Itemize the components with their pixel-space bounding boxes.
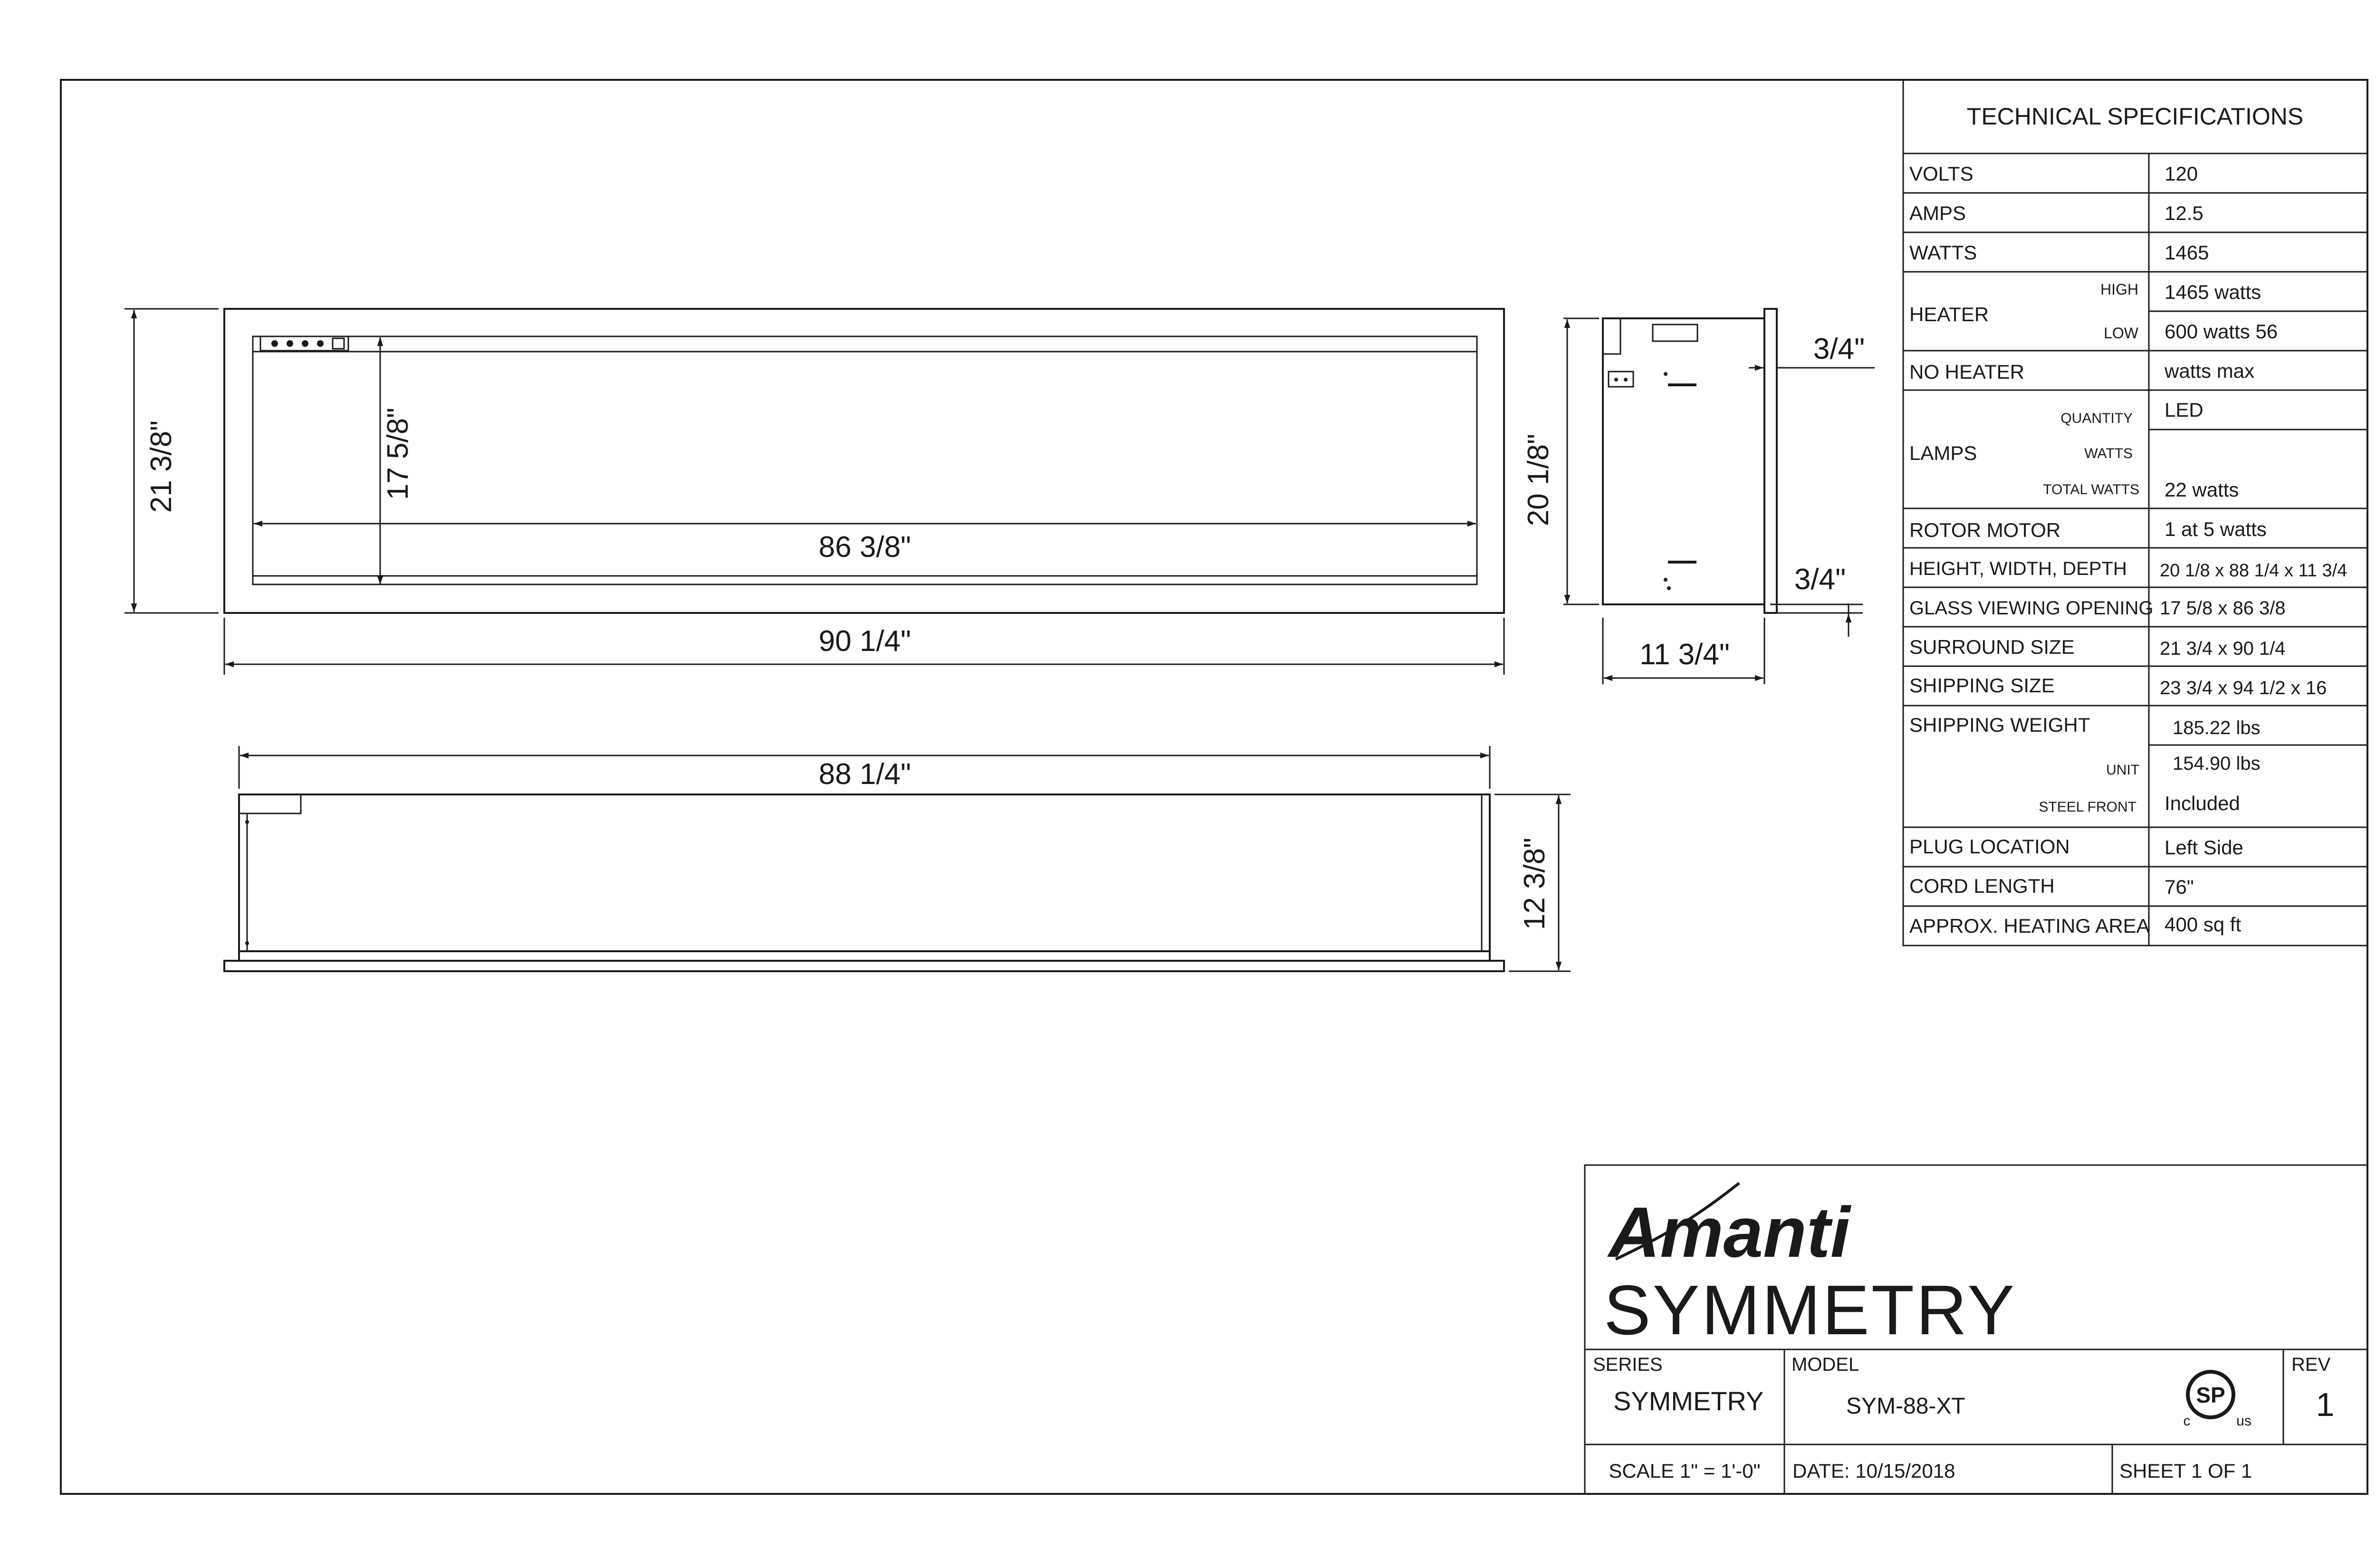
dim-glass-width: 86 3/8" [818, 531, 911, 564]
spec-value-watts: 1465 [2165, 241, 2209, 264]
rev-value: 1 [2316, 1386, 2335, 1423]
spec-label-area: APPROX. HEATING AREA [1909, 915, 2150, 937]
spec-value-heater-low: 600 watts 56 [2165, 320, 2278, 343]
control-button-icon [287, 340, 293, 347]
front-dimensions [125, 309, 1504, 675]
dim-flange-top: 3/4" [1813, 333, 1865, 365]
control-switch-icon [333, 338, 344, 349]
date-note: DATE: 10/15/2018 [1792, 1460, 1955, 1482]
spec-label-surround: SURROUND SIZE [1909, 636, 2075, 658]
spec-label-glass: GLASS VIEWING OPENING [1909, 598, 2154, 619]
spec-label-lamps: LAMPS [1909, 442, 1977, 464]
top-control-box [239, 794, 301, 813]
spec-sublabel-quantity: QUANTITY [2060, 411, 2133, 426]
spec-label-no-heater: NO HEATER [1909, 361, 2024, 383]
model-value: SYM-88-XT [1846, 1394, 1965, 1419]
control-button-icon [302, 340, 308, 347]
front-surround [224, 309, 1504, 613]
cert-us: us [2236, 1413, 2251, 1429]
rev-label: REV [2291, 1354, 2331, 1375]
spec-value-amps: 12.5 [2165, 202, 2204, 224]
spec-sublabel-unit: UNIT [2106, 762, 2139, 778]
spec-label-ship-size: SHIPPING SIZE [1909, 674, 2055, 697]
spec-value-no-heater: watts max [2165, 360, 2255, 382]
dim-side-depth: 11 3/4" [1639, 638, 1730, 671]
spec-label-watts: WATTS [1909, 241, 1977, 264]
spec-sublabel-steel-front: STEEL FRONT [2039, 799, 2136, 815]
spec-table [1903, 80, 2367, 946]
top-view [224, 794, 1504, 971]
side-top-box [1603, 318, 1620, 354]
dim-front-height: 21 3/8" [145, 420, 178, 513]
spec-title: TECHNICAL SPECIFICATIONS [1966, 103, 2304, 130]
spec-value-surround: 21 3/4 x 90 1/4 [2160, 638, 2286, 659]
side-flange [1764, 309, 1777, 613]
top-body [239, 794, 1490, 951]
dim-side-height: 20 1/8" [1522, 433, 1555, 526]
spec-sublabel-lamp-watts: WATTS [2084, 446, 2133, 461]
spec-value-quantity: LED [2165, 399, 2204, 421]
spec-label-amps: AMPS [1909, 202, 1966, 224]
sheet-note: SHEET 1 OF 1 [2119, 1460, 2252, 1482]
scale-note: SCALE 1" = 1'-0" [1609, 1460, 1761, 1482]
spec-sublabel-heater-low: LOW [2104, 325, 2138, 342]
spec-label-cord: CORD LENGTH [1909, 875, 2055, 897]
csa-cert-icon [2184, 1372, 2251, 1429]
side-view [1603, 309, 1777, 613]
spec-label-ship-weight: SHIPPING WEIGHT [1909, 714, 2090, 736]
side-vent [1653, 325, 1697, 341]
spec-value-cord: 76" [2165, 876, 2194, 898]
spec-value-volts: 120 [2165, 163, 2198, 185]
dim-top-depth: 12 3/8" [1518, 837, 1551, 930]
dim-glass-height: 17 5/8" [382, 407, 414, 500]
side-outlet-icon [1609, 372, 1633, 387]
spec-sublabel-total-watts: TOTAL WATTS [2043, 482, 2139, 497]
spec-label-plug: PLUG LOCATION [1909, 835, 2070, 858]
spec-value-ship-weight: 185.22 lbs [2173, 717, 2261, 738]
spec-value-total-watts: 22 watts [2165, 478, 2239, 501]
dim-top-width: 88 1/4" [818, 758, 911, 791]
spec-label-volts: VOLTS [1909, 163, 1974, 185]
spec-label-hwd: HEIGHT, WIDTH, DEPTH [1909, 558, 2127, 579]
side-dimensions [1563, 318, 1875, 684]
spec-value-rotor: 1 at 5 watts [2165, 518, 2267, 540]
cert-mark: SP [2196, 1383, 2225, 1407]
spec-value-plug: Left Side [2165, 836, 2243, 859]
series-value: SYMMETRY [1613, 1386, 1764, 1416]
spec-value-steel-front: Included [2165, 792, 2240, 814]
spec-label-rotor: ROTOR MOTOR [1909, 519, 2061, 541]
title-block [1585, 1165, 2367, 1494]
top-front-plate [224, 961, 1504, 971]
front-view [224, 309, 1504, 613]
model-label: MODEL [1792, 1354, 1859, 1375]
spec-value-glass: 17 5/8 x 86 3/8 [2160, 598, 2286, 619]
dim-front-width: 90 1/4" [818, 625, 911, 658]
sheet-border [61, 80, 2367, 1494]
series-label: SERIES [1593, 1354, 1663, 1375]
spec-value-area: 400 sq ft [2165, 913, 2242, 936]
spec-value-heater-high: 1465 watts [2165, 281, 2261, 303]
spec-value-unit: 154.90 lbs [2173, 753, 2261, 774]
spec-sublabel-heater-high: HIGH [2100, 281, 2138, 298]
cert-c: c [2183, 1413, 2191, 1429]
brand-logo-script: Amanti [1609, 1192, 1850, 1272]
control-button-icon [317, 340, 324, 347]
spec-label-heater: HEATER [1909, 303, 1989, 325]
dim-flange-bottom: 3/4" [1794, 563, 1846, 596]
control-button-icon [271, 340, 278, 347]
product-name: SYMMETRY [1604, 1271, 2017, 1349]
spec-value-ship-size: 23 3/4 x 94 1/2 x 16 [2160, 678, 2327, 698]
spec-value-hwd: 20 1/8 x 88 1/4 x 11 3/4 [2160, 561, 2347, 581]
